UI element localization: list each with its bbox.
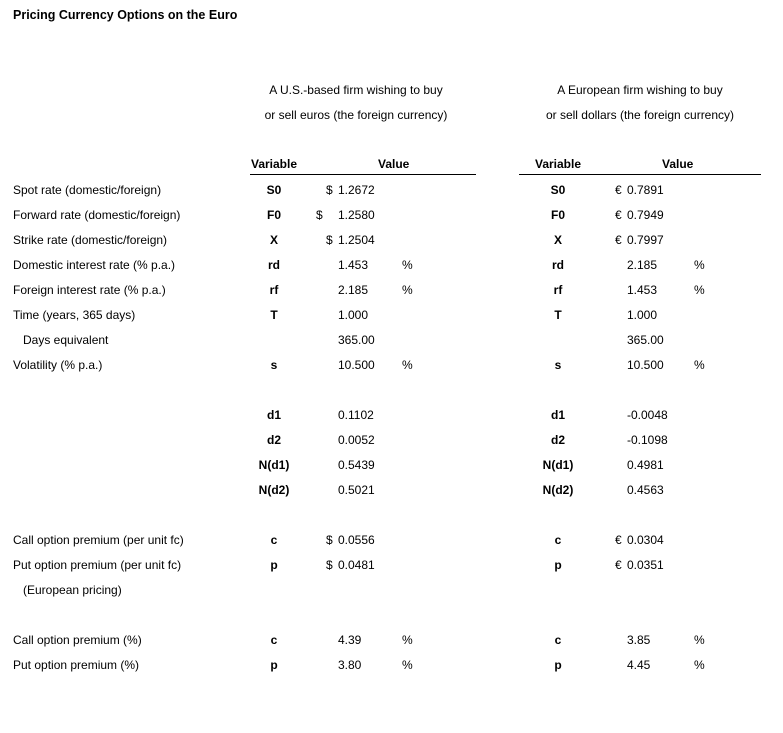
label-forward: Forward rate (domestic/foreign) <box>13 208 181 222</box>
eu-strike-currency: € <box>615 233 622 247</box>
us-call-pct-value: 4.39 <box>338 633 362 647</box>
label-put-premium: Put option premium (per unit fc) <box>13 558 182 572</box>
eu-put-currency: € <box>615 558 622 572</box>
us-header-rule <box>250 174 476 175</box>
us-call-pct-sign: % <box>402 633 413 647</box>
us-spot-currency: $ <box>326 183 333 197</box>
label-days: Days equivalent <box>23 333 109 347</box>
us-var-nd2: N(d2) <box>258 483 290 497</box>
eu-rd-value: 2.185 <box>627 258 658 272</box>
eu-days-value: 365.00 <box>627 333 664 347</box>
eu-var-time: T <box>554 308 562 322</box>
us-d2-value: 0.0052 <box>338 433 375 447</box>
us-strike-currency: $ <box>326 233 333 247</box>
eu-d1-value: -0.0048 <box>627 408 668 422</box>
eu-var-put: p <box>554 558 562 572</box>
us-days-value: 365.00 <box>338 333 375 347</box>
us-rd-value: 1.453 <box>338 258 369 272</box>
us-var-strike: X <box>269 233 278 247</box>
label-time: Time (years, 365 days) <box>13 308 136 322</box>
eu-col-value: Value <box>662 157 694 171</box>
label-call-premium-pct: Call option premium (%) <box>13 633 142 647</box>
us-header-line2: or sell euros (the foreign currency) <box>264 108 448 122</box>
label-spot: Spot rate (domestic/foreign) <box>13 183 162 197</box>
eu-time-value: 1.000 <box>627 308 658 322</box>
eu-put-pct-sign: % <box>694 658 705 672</box>
eu-header-rule <box>519 174 761 175</box>
label-volatility: Volatility (% p.a.) <box>13 358 103 372</box>
us-spot-value: 1.2672 <box>338 183 375 197</box>
eu-var-forward: F0 <box>550 208 565 222</box>
eu-d2-value: -0.1098 <box>627 433 668 447</box>
us-put-value: 0.0481 <box>338 558 375 572</box>
eu-col-variable: Variable <box>534 157 582 171</box>
us-put-pct-sign: % <box>402 658 413 672</box>
us-var-put-pct: p <box>270 658 278 672</box>
eu-forward-currency: € <box>615 208 622 222</box>
eu-header-line2: or sell dollars (the foreign currency) <box>545 108 735 122</box>
eu-var-call-pct: c <box>554 633 562 647</box>
label-domestic-rate: Domestic interest rate (% p.a.) <box>13 258 176 272</box>
eu-var-call: c <box>554 533 562 547</box>
eu-put-value: 0.0351 <box>627 558 664 572</box>
eu-call-pct-sign: % <box>694 633 705 647</box>
eu-nd2-value: 0.4563 <box>627 483 664 497</box>
eu-call-pct-value: 3.85 <box>627 633 651 647</box>
eu-var-strike: X <box>553 233 562 247</box>
us-var-put: p <box>270 558 278 572</box>
eu-var-d1: d1 <box>550 408 565 422</box>
eu-header-line1: A European firm wishing to buy <box>557 83 723 97</box>
us-strike-value: 1.2504 <box>338 233 375 247</box>
us-forward-value: 1.2580 <box>338 208 375 222</box>
us-var-vol: s <box>270 358 278 372</box>
label-foreign-rate: Foreign interest rate (% p.a.) <box>13 283 166 297</box>
us-put-pct-value: 3.80 <box>338 658 362 672</box>
us-header-line1: A U.S.-based firm wishing to buy <box>269 83 443 97</box>
us-rd-pct: % <box>402 258 413 272</box>
eu-vol-pct: % <box>694 358 705 372</box>
us-var-nd1: N(d1) <box>258 458 290 472</box>
us-put-currency: $ <box>326 558 333 572</box>
eu-var-nd1: N(d1) <box>542 458 574 472</box>
eu-var-put-pct: p <box>554 658 562 672</box>
eu-var-rf: rf <box>553 283 563 297</box>
us-var-rf: rf <box>269 283 279 297</box>
eu-var-nd2: N(d2) <box>542 483 574 497</box>
label-european-pricing: (European pricing) <box>23 583 122 597</box>
eu-rf-pct: % <box>694 283 705 297</box>
eu-var-d2: d2 <box>550 433 565 447</box>
eu-spot-value: 0.7891 <box>627 183 664 197</box>
page-title: Pricing Currency Options on the Euro <box>13 8 238 22</box>
us-call-currency: $ <box>326 533 333 547</box>
eu-rf-value: 1.453 <box>627 283 658 297</box>
us-col-variable: Variable <box>250 157 298 171</box>
us-vol-value: 10.500 <box>338 358 375 372</box>
eu-spot-currency: € <box>615 183 622 197</box>
label-put-premium-pct: Put option premium (%) <box>13 658 140 672</box>
eu-strike-value: 0.7997 <box>627 233 664 247</box>
us-rf-value: 2.185 <box>338 283 369 297</box>
eu-var-spot: S0 <box>550 183 566 197</box>
us-var-d2: d2 <box>266 433 281 447</box>
us-forward-currency: $ <box>316 208 323 222</box>
eu-vol-value: 10.500 <box>627 358 664 372</box>
label-strike: Strike rate (domestic/foreign) <box>13 233 168 247</box>
eu-put-pct-value: 4.45 <box>627 658 651 672</box>
eu-var-rd: rd <box>552 258 564 272</box>
us-time-value: 1.000 <box>338 308 369 322</box>
us-var-rd: rd <box>268 258 280 272</box>
eu-nd1-value: 0.4981 <box>627 458 664 472</box>
eu-forward-value: 0.7949 <box>627 208 664 222</box>
us-var-time: T <box>270 308 278 322</box>
us-rf-pct: % <box>402 283 413 297</box>
us-d1-value: 0.1102 <box>338 408 374 422</box>
eu-rd-pct: % <box>694 258 705 272</box>
us-var-d1: d1 <box>266 408 281 422</box>
us-col-value: Value <box>378 157 410 171</box>
us-var-call-pct: c <box>270 633 278 647</box>
us-call-value: 0.0556 <box>338 533 375 547</box>
eu-call-value: 0.0304 <box>627 533 664 547</box>
us-var-call: c <box>270 533 278 547</box>
us-nd1-value: 0.5439 <box>338 458 375 472</box>
eu-call-currency: € <box>615 533 622 547</box>
us-var-spot: S0 <box>266 183 282 197</box>
eu-var-vol: s <box>554 358 562 372</box>
us-vol-pct: % <box>402 358 413 372</box>
label-call-premium: Call option premium (per unit fc) <box>13 533 184 547</box>
us-nd2-value: 0.5021 <box>338 483 375 497</box>
us-var-forward: F0 <box>266 208 281 222</box>
